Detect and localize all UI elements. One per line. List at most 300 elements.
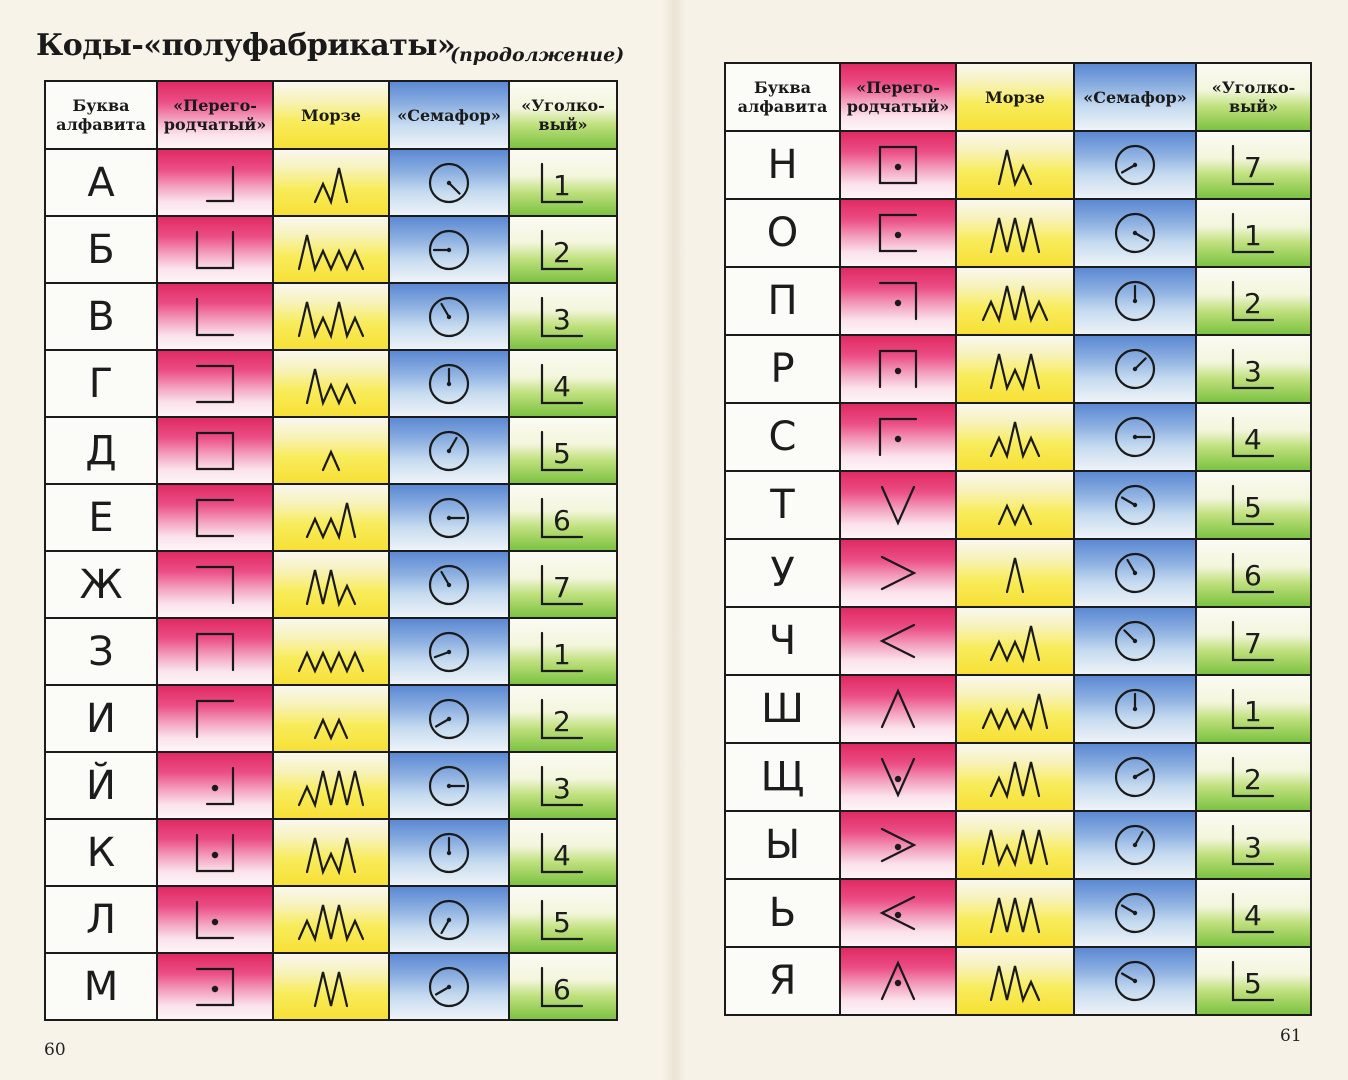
row-letter: Р — [725, 335, 840, 403]
corner-symbol-icon — [536, 292, 590, 342]
row-corner-code — [509, 350, 617, 417]
row-letter: Ы — [725, 811, 840, 879]
partition-symbol-icon — [187, 695, 243, 743]
corner-symbol-icon — [1227, 276, 1281, 326]
row-morse-code — [273, 886, 389, 953]
morse-symbol-icon — [986, 888, 1044, 938]
table-row — [725, 607, 1311, 675]
row-corner-code — [509, 819, 617, 886]
row-partition-code — [157, 618, 273, 685]
morse-symbol-icon — [986, 956, 1044, 1006]
row-semaphore-code — [1074, 199, 1196, 267]
row-morse-code — [273, 417, 389, 484]
morse-symbol-icon — [978, 684, 1052, 734]
row-corner-code — [1196, 539, 1311, 607]
semaphore-symbol-icon — [425, 427, 473, 475]
table-row — [725, 131, 1311, 199]
table-row — [45, 283, 617, 350]
row-partition-code — [840, 267, 956, 335]
row-corner-code — [1196, 675, 1311, 743]
page-number-right: 61 — [1280, 1026, 1302, 1046]
semaphore-symbol-icon — [425, 293, 473, 341]
row-corner-code — [1196, 199, 1311, 267]
header-partition: «Перего-родчатый» — [840, 63, 956, 131]
partition-symbol-icon — [187, 561, 243, 609]
morse-symbol-icon — [986, 344, 1044, 394]
semaphore-symbol-icon — [425, 695, 473, 743]
corner-digit: 5 — [1243, 491, 1262, 524]
partition-symbol-icon — [870, 685, 926, 733]
row-semaphore-code — [1074, 743, 1196, 811]
page-number-left: 60 — [44, 1040, 66, 1060]
row-corner-code — [509, 953, 617, 1020]
row-partition-code — [840, 879, 956, 947]
page-title: Коды-«полуфабрикаты» — [36, 28, 456, 63]
partition-symbol-icon — [870, 957, 926, 1005]
partition-symbol-icon — [870, 481, 926, 529]
semaphore-symbol-icon — [425, 159, 473, 207]
morse-symbol-icon — [986, 616, 1044, 666]
corner-symbol-icon — [1227, 956, 1281, 1006]
morse-symbol-icon — [986, 752, 1044, 802]
row-letter: Т — [725, 471, 840, 539]
row-morse-code — [956, 403, 1074, 471]
semaphore-symbol-icon — [1111, 889, 1159, 937]
corner-symbol-icon — [536, 158, 590, 208]
partition-symbol-icon — [870, 753, 926, 801]
semaphore-symbol-icon — [1111, 413, 1159, 461]
morse-symbol-icon — [302, 493, 360, 543]
row-semaphore-code — [389, 953, 509, 1020]
morse-symbol-icon — [310, 962, 352, 1012]
table-row — [725, 675, 1311, 743]
semaphore-symbol-icon — [425, 561, 473, 609]
row-partition-code — [157, 283, 273, 350]
corner-symbol-icon — [1227, 616, 1281, 666]
table-row — [725, 947, 1311, 1015]
header-corner: «Уголко-вый» — [509, 81, 617, 149]
row-letter: В — [45, 283, 157, 350]
morse-symbol-icon — [318, 426, 344, 476]
row-semaphore-code — [1074, 675, 1196, 743]
morse-symbol-icon — [294, 895, 368, 945]
row-morse-code — [273, 685, 389, 752]
row-corner-code — [1196, 879, 1311, 947]
row-semaphore-code — [389, 283, 509, 350]
corner-symbol-icon — [1227, 208, 1281, 258]
partition-symbol-icon — [187, 829, 243, 877]
table-row — [45, 149, 617, 216]
corner-symbol-icon — [536, 627, 590, 677]
corner-digit: 3 — [553, 302, 571, 336]
semaphore-symbol-icon — [1111, 617, 1159, 665]
partition-symbol-icon — [187, 896, 243, 944]
header-corner: «Уголко-вый» — [1196, 63, 1311, 131]
table-row — [725, 267, 1311, 335]
row-partition-code — [840, 947, 956, 1015]
row-semaphore-code — [389, 752, 509, 819]
semaphore-symbol-icon — [425, 829, 473, 877]
row-letter: Б — [45, 216, 157, 283]
semaphore-symbol-icon — [425, 360, 473, 408]
corner-symbol-icon — [1227, 684, 1281, 734]
table-row — [45, 551, 617, 618]
row-letter: С — [725, 403, 840, 471]
partition-symbol-icon — [187, 427, 243, 475]
row-morse-code — [956, 335, 1074, 403]
row-corner-code — [509, 484, 617, 551]
codes-table-right — [724, 62, 1312, 1016]
row-partition-code — [840, 743, 956, 811]
partition-symbol-icon — [870, 345, 926, 393]
partition-symbol-icon — [187, 762, 243, 810]
header-semaphore: «Семафор» — [389, 81, 509, 149]
semaphore-symbol-icon — [425, 762, 473, 810]
semaphore-symbol-icon — [425, 896, 473, 944]
corner-symbol-icon — [1227, 344, 1281, 394]
corner-digit: 5 — [1243, 967, 1262, 1000]
table-row — [45, 216, 617, 283]
row-semaphore-code — [389, 886, 509, 953]
row-morse-code — [273, 149, 389, 216]
row-morse-code — [273, 618, 389, 685]
row-letter: Е — [45, 484, 157, 551]
partition-symbol-icon — [870, 277, 926, 325]
table-row — [45, 953, 617, 1020]
corner-symbol-icon — [1227, 548, 1281, 598]
row-corner-code — [509, 886, 617, 953]
partition-symbol-icon — [870, 889, 926, 937]
row-corner-code — [509, 551, 617, 618]
morse-symbol-icon — [978, 276, 1052, 326]
table-row — [45, 886, 617, 953]
row-letter: Ь — [725, 879, 840, 947]
row-letter: Д — [45, 417, 157, 484]
row-morse-code — [956, 607, 1074, 675]
table-row — [725, 199, 1311, 267]
row-partition-code — [157, 350, 273, 417]
corner-digit: 4 — [1243, 423, 1262, 456]
morse-symbol-icon — [302, 828, 360, 878]
row-corner-code — [1196, 267, 1311, 335]
corner-digit: 7 — [1243, 151, 1262, 184]
row-partition-code — [840, 539, 956, 607]
row-partition-code — [840, 403, 956, 471]
semaphore-symbol-icon — [1111, 277, 1159, 325]
partition-symbol-icon — [187, 628, 243, 676]
corner-symbol-icon — [1227, 752, 1281, 802]
header-morse: Морзе — [956, 63, 1074, 131]
corner-symbol-icon — [536, 493, 590, 543]
partition-symbol-icon — [870, 141, 926, 189]
row-semaphore-code — [389, 484, 509, 551]
corner-digit: 2 — [1243, 287, 1262, 320]
corner-digit: 4 — [553, 369, 571, 403]
table-row — [45, 417, 617, 484]
codes-table-left — [44, 80, 618, 1021]
row-morse-code — [956, 879, 1074, 947]
row-corner-code — [509, 752, 617, 819]
row-partition-code — [840, 199, 956, 267]
row-semaphore-code — [389, 685, 509, 752]
corner-symbol-icon — [536, 694, 590, 744]
row-corner-code — [509, 618, 617, 685]
row-letter: А — [45, 149, 157, 216]
row-morse-code — [273, 819, 389, 886]
corner-symbol-icon — [536, 962, 590, 1012]
semaphore-symbol-icon — [425, 628, 473, 676]
corner-digit: 2 — [1243, 763, 1262, 796]
header-letter: Буква алфавита — [725, 63, 840, 131]
row-morse-code — [956, 471, 1074, 539]
semaphore-symbol-icon — [1111, 481, 1159, 529]
row-corner-code — [509, 283, 617, 350]
partition-symbol-icon — [187, 494, 243, 542]
table-row — [725, 539, 1311, 607]
row-corner-code — [1196, 471, 1311, 539]
corner-symbol-icon — [536, 895, 590, 945]
row-semaphore-code — [1074, 131, 1196, 199]
row-letter: Н — [725, 131, 840, 199]
row-morse-code — [273, 752, 389, 819]
partition-symbol-icon — [870, 549, 926, 597]
partition-symbol-icon — [187, 159, 243, 207]
corner-symbol-icon — [1227, 412, 1281, 462]
row-partition-code — [840, 607, 956, 675]
partition-symbol-icon — [870, 617, 926, 665]
corner-digit: 6 — [553, 503, 571, 537]
row-corner-code — [509, 216, 617, 283]
row-morse-code — [956, 131, 1074, 199]
row-morse-code — [956, 675, 1074, 743]
row-letter: П — [725, 267, 840, 335]
partition-symbol-icon — [187, 360, 243, 408]
row-semaphore-code — [1074, 947, 1196, 1015]
morse-symbol-icon — [986, 412, 1044, 462]
corner-digit: 6 — [1243, 559, 1262, 592]
row-semaphore-code — [1074, 267, 1196, 335]
row-corner-code — [1196, 403, 1311, 471]
row-semaphore-code — [1074, 811, 1196, 879]
row-semaphore-code — [389, 551, 509, 618]
row-letter: Ж — [45, 551, 157, 618]
partition-symbol-icon — [187, 963, 243, 1011]
row-letter: Щ — [725, 743, 840, 811]
corner-digit: 5 — [553, 436, 571, 470]
table-row — [45, 484, 617, 551]
header-letter: Буква алфавита — [45, 81, 157, 149]
row-morse-code — [273, 283, 389, 350]
row-corner-code — [1196, 335, 1311, 403]
corner-digit: 2 — [553, 235, 571, 269]
row-morse-code — [956, 947, 1074, 1015]
row-partition-code — [840, 335, 956, 403]
semaphore-symbol-icon — [425, 226, 473, 274]
row-letter: Л — [45, 886, 157, 953]
row-morse-code — [956, 539, 1074, 607]
corner-digit: 3 — [1243, 355, 1262, 388]
row-semaphore-code — [389, 819, 509, 886]
row-morse-code — [956, 811, 1074, 879]
row-corner-code — [1196, 947, 1311, 1015]
row-partition-code — [157, 886, 273, 953]
table-row — [725, 879, 1311, 947]
morse-symbol-icon — [302, 560, 360, 610]
row-partition-code — [157, 417, 273, 484]
table-row — [725, 335, 1311, 403]
morse-symbol-icon — [294, 292, 368, 342]
partition-symbol-icon — [870, 413, 926, 461]
table-row — [45, 618, 617, 685]
corner-digit: 1 — [1243, 219, 1262, 252]
semaphore-symbol-icon — [1111, 345, 1159, 393]
row-morse-code — [273, 484, 389, 551]
semaphore-symbol-icon — [1111, 549, 1159, 597]
row-letter: Г — [45, 350, 157, 417]
corner-digit: 7 — [1243, 627, 1262, 660]
row-semaphore-code — [389, 149, 509, 216]
row-corner-code — [1196, 811, 1311, 879]
header-morse: Морзе — [273, 81, 389, 149]
row-corner-code — [1196, 743, 1311, 811]
row-letter: И — [45, 685, 157, 752]
row-letter: Ч — [725, 607, 840, 675]
corner-digit: 4 — [553, 838, 571, 872]
morse-symbol-icon — [294, 627, 368, 677]
table-row — [45, 819, 617, 886]
corner-digit: 5 — [553, 905, 571, 939]
row-morse-code — [273, 216, 389, 283]
semaphore-symbol-icon — [1111, 753, 1159, 801]
row-morse-code — [956, 743, 1074, 811]
row-morse-code — [956, 267, 1074, 335]
morse-symbol-icon — [978, 820, 1052, 870]
row-semaphore-code — [1074, 539, 1196, 607]
row-partition-code — [157, 216, 273, 283]
row-morse-code — [273, 350, 389, 417]
semaphore-symbol-icon — [1111, 685, 1159, 733]
row-partition-code — [157, 484, 273, 551]
corner-symbol-icon — [1227, 140, 1281, 190]
table-row — [45, 752, 617, 819]
table-row — [725, 811, 1311, 879]
row-partition-code — [157, 752, 273, 819]
row-semaphore-code — [1074, 471, 1196, 539]
corner-symbol-icon — [536, 426, 590, 476]
row-partition-code — [157, 685, 273, 752]
morse-symbol-icon — [986, 208, 1044, 258]
row-semaphore-code — [389, 350, 509, 417]
semaphore-symbol-icon — [1111, 957, 1159, 1005]
corner-digit: 3 — [1243, 831, 1262, 864]
row-letter: Й — [45, 752, 157, 819]
partition-symbol-icon — [870, 821, 926, 869]
partition-symbol-icon — [187, 293, 243, 341]
corner-digit: 1 — [1243, 695, 1262, 728]
corner-symbol-icon — [536, 225, 590, 275]
row-partition-code — [840, 131, 956, 199]
semaphore-symbol-icon — [425, 963, 473, 1011]
page-subtitle: (продолжение) — [450, 44, 625, 66]
semaphore-symbol-icon — [1111, 209, 1159, 257]
row-letter: О — [725, 199, 840, 267]
morse-symbol-icon — [302, 359, 360, 409]
semaphore-symbol-icon — [425, 494, 473, 542]
corner-digit: 3 — [553, 771, 571, 805]
morse-symbol-icon — [310, 158, 352, 208]
row-partition-code — [840, 675, 956, 743]
table-row — [45, 685, 617, 752]
morse-symbol-icon — [294, 225, 368, 275]
table-row — [725, 743, 1311, 811]
corner-symbol-icon — [536, 560, 590, 610]
header-semaphore: «Семафор» — [1074, 63, 1196, 131]
corner-symbol-icon — [1227, 820, 1281, 870]
row-morse-code — [273, 551, 389, 618]
corner-symbol-icon — [536, 359, 590, 409]
row-partition-code — [840, 471, 956, 539]
row-letter: К — [45, 819, 157, 886]
row-letter: Ш — [725, 675, 840, 743]
row-corner-code — [1196, 607, 1311, 675]
corner-symbol-icon — [1227, 480, 1281, 530]
row-morse-code — [956, 199, 1074, 267]
corner-digit: 1 — [553, 168, 571, 202]
row-semaphore-code — [1074, 403, 1196, 471]
semaphore-symbol-icon — [1111, 141, 1159, 189]
corner-digit: 7 — [553, 570, 571, 604]
corner-digit: 1 — [553, 637, 571, 671]
corner-digit: 6 — [553, 972, 571, 1006]
table-row — [45, 350, 617, 417]
partition-symbol-icon — [187, 226, 243, 274]
row-letter: Я — [725, 947, 840, 1015]
corner-digit: 2 — [553, 704, 571, 738]
row-letter: З — [45, 618, 157, 685]
corner-symbol-icon — [1227, 888, 1281, 938]
table-row — [725, 403, 1311, 471]
row-semaphore-code — [1074, 607, 1196, 675]
corner-symbol-icon — [536, 761, 590, 811]
morse-symbol-icon — [1002, 548, 1028, 598]
semaphore-symbol-icon — [1111, 821, 1159, 869]
partition-symbol-icon — [870, 209, 926, 257]
row-partition-code — [157, 953, 273, 1020]
corner-symbol-icon — [536, 828, 590, 878]
row-corner-code — [509, 417, 617, 484]
row-semaphore-code — [389, 618, 509, 685]
row-letter: У — [725, 539, 840, 607]
row-morse-code — [273, 953, 389, 1020]
row-semaphore-code — [389, 417, 509, 484]
row-partition-code — [157, 551, 273, 618]
row-corner-code — [1196, 131, 1311, 199]
row-partition-code — [157, 819, 273, 886]
book-gutter — [662, 0, 686, 1080]
corner-digit: 4 — [1243, 899, 1262, 932]
row-letter: М — [45, 953, 157, 1020]
row-semaphore-code — [1074, 879, 1196, 947]
row-semaphore-code — [389, 216, 509, 283]
row-partition-code — [840, 811, 956, 879]
row-corner-code — [509, 685, 617, 752]
morse-symbol-icon — [294, 761, 368, 811]
row-partition-code — [157, 149, 273, 216]
table-row — [725, 471, 1311, 539]
morse-symbol-icon — [994, 480, 1036, 530]
header-partition: «Перего-родчатый» — [157, 81, 273, 149]
morse-symbol-icon — [310, 694, 352, 744]
